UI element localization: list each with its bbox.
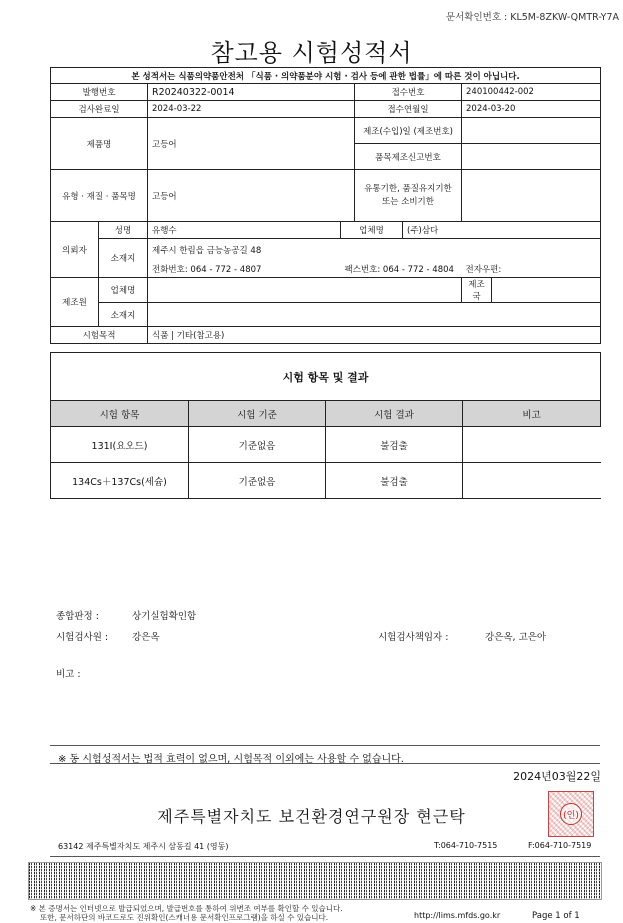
institute-fax: F:064-710-7519 <box>528 841 592 850</box>
expiry-value <box>462 170 601 222</box>
test-note <box>463 463 601 499</box>
maker-label: 제조원 <box>51 278 99 327</box>
receipt-no-label: 접수번호 <box>355 84 462 101</box>
divider <box>50 856 600 857</box>
purpose-value: 식품 | 기타(참고용) <box>148 327 601 344</box>
client-name: 유행수 <box>148 222 341 239</box>
test-item: 131I(요오드) <box>51 427 189 463</box>
footer-note-1: ※ 본 증명서는 인터넷으로 발급되었으며, 발급번호를 통하여 위변조 여부를 확인할 수 있습니다. <box>30 904 343 913</box>
client-address: 제주시 한림읍 금능농공길 48 <box>148 239 601 261</box>
results-header: 시험 항목 <box>51 401 189 427</box>
test-result: 불검출 <box>326 427 463 463</box>
product-name: 고등어 <box>148 118 355 170</box>
client-phone: 전화번호: 064 - 772 - 4807 <box>148 261 341 278</box>
client-label: 의뢰자 <box>51 222 99 278</box>
institute-address: 63142 제주특별자치도 제주시 삼동길 41 (영동) <box>58 842 229 851</box>
issue-no: R20240322-0014 <box>148 84 355 101</box>
issue-date: 2024년03월22일 <box>513 770 601 783</box>
report-no-label: 품목제조신고번호 <box>355 144 462 170</box>
footer-note-2: 또한, 문서하단의 바코드로도 진위확인(스캐너용 문서확인프로그램)을 하실 수 있습니다. <box>40 913 329 922</box>
done-date: 2024-03-22 <box>148 101 355 118</box>
report-no <box>462 144 601 170</box>
responsible-label: 시험검사책임자 : <box>378 632 449 643</box>
results-title: 시험 항목 및 결과 <box>51 353 601 401</box>
disclaimer: ※ 동 시험성적서는 법적 효력이 없으며, 시험목적 이외에는 사용할 수 없습니다. <box>58 754 404 765</box>
info-table <box>50 67 601 344</box>
table-row <box>51 463 601 499</box>
issue-no-label: 발행번호 <box>51 84 148 101</box>
receipt-date: 2024-03-20 <box>462 101 601 118</box>
note-label: 비고 : <box>56 669 81 680</box>
legal-notice: 본 성적서는 식품의약품안전처 「식품 · 의약품분야 시험 · 검사 등에 관한 법률」에 따른 것이 아닙니다. <box>51 68 601 84</box>
receipt-no: 240100442-002 <box>462 84 601 101</box>
mfg-date <box>462 118 601 144</box>
test-result: 불검출 <box>326 463 463 499</box>
company-label: 업체명 <box>341 222 403 239</box>
mfg-date-label: 제조(수입)일 (제조번호) <box>355 118 462 144</box>
test-standard: 기준없음 <box>189 463 326 499</box>
inspector-value: 강은옥 <box>132 632 160 643</box>
type-value: 고등어 <box>148 170 355 222</box>
official-seal <box>548 791 594 837</box>
maker-company <box>148 278 462 303</box>
verification-barcode <box>28 862 602 900</box>
type-label: 유형 · 재질 · 품목명 <box>51 170 148 222</box>
done-date-label: 검사완료일 <box>51 101 148 118</box>
expiry-label: 유통기한, 품질유지기한 또는 소비기한 <box>355 170 462 222</box>
table-row <box>51 427 601 463</box>
results-header-row <box>51 401 601 427</box>
responsible-value: 강은옥, 고은아 <box>485 632 547 643</box>
page-title: 참고용 시험성적서 <box>210 39 413 67</box>
judge-value: 상기실험확인함 <box>132 611 197 622</box>
institute-tel: T:064-710-7515 <box>434 841 498 850</box>
maker-company-label: 업체명 <box>99 278 148 303</box>
maker-address <box>148 303 601 327</box>
judge-label: 종합판정 : <box>56 611 99 622</box>
client-email: 전자우편: <box>462 261 601 278</box>
issuer-name: 제주특별자치도 보건환경연구원장 현근탁 <box>157 807 466 826</box>
client-addr-label: 소재지 <box>99 239 148 278</box>
receipt-date-label: 접수연월일 <box>355 101 462 118</box>
maker-addr-label: 소재지 <box>99 303 148 327</box>
test-item: 134Cs＋137Cs(세슘) <box>51 463 189 499</box>
client-name-label: 성명 <box>99 222 148 239</box>
test-note <box>463 427 601 463</box>
test-standard: 기준없음 <box>189 427 326 463</box>
product-label: 제품명 <box>51 118 148 170</box>
maker-country-label: 제조국 <box>462 278 492 303</box>
seal-mark: (인) <box>560 803 582 825</box>
purpose-label: 시험목적 <box>51 327 148 344</box>
page-indicator: Page 1 of 1 <box>532 911 580 921</box>
results-header: 비고 <box>463 401 601 427</box>
company-name: (주)삼다 <box>403 222 601 239</box>
verification-url[interactable]: http://lims.mfds.go.kr <box>414 911 501 920</box>
inspector-label: 시험검사원 : <box>56 632 109 643</box>
document-number: 문서확인번호 : KL5M-8ZKW-QMTR-Y7A <box>445 12 619 23</box>
results-header: 시험 기준 <box>189 401 326 427</box>
divider <box>50 745 600 746</box>
results-header: 시험 결과 <box>326 401 463 427</box>
client-fax: 팩스번호: 064 - 772 - 4804 <box>341 261 462 278</box>
divider <box>50 763 600 764</box>
maker-country <box>492 278 601 303</box>
results-table <box>50 352 601 499</box>
